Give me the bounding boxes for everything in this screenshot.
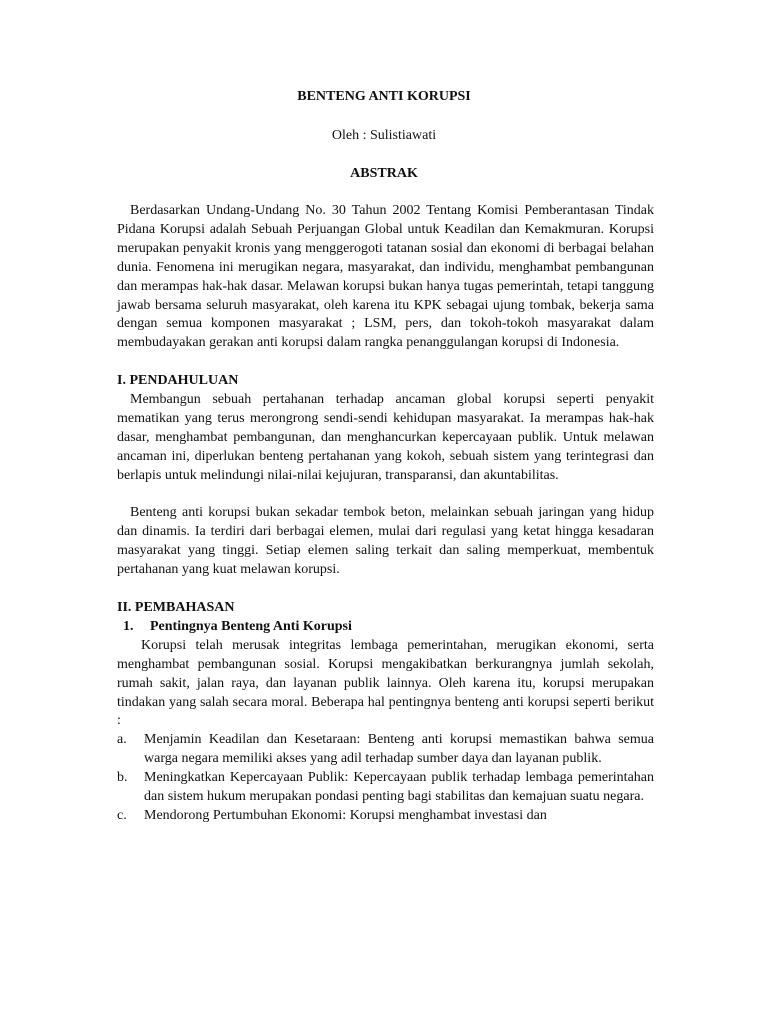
abstract-title: ABSTRAK — [350, 166, 418, 181]
section-heading-pembahasan: II. PEMBAHASAN — [117, 599, 235, 615]
document-body — [117, 202, 654, 826]
subsection-title: Pentingnya Benteng Anti Korupsi — [150, 618, 352, 634]
spacer — [117, 486, 654, 505]
author-line: Oleh : Sulistiawati — [331, 128, 437, 143]
subsection-heading — [117, 618, 654, 637]
list-item — [117, 769, 654, 807]
list-item — [117, 731, 654, 769]
abstract-paragraph: Berdasarkan Undang-Undang No. 30 Tahun 2002 Tentang Komisi Pemberantasan Tindak Pidana Korupsi adalah Sebuah Perjuangan Global untuk Keadilan dan Kemakmuran. Korupsi merupakan penyakit kronis yang menggerogoti tatanan sosial dan ekonomi di berbagai belahan dunia. Fenomena ini merugikan negara, masyarakat, dan individu, menghambat pembangunan dan merampas hak-hak dasar. Melawan korupsi bukan hanya tugas pemerintah, tetapi tanggung jawab bersama seluruh masyarakat, oleh karena itu KPK sebagai ujung tombak, bekerja sama dengan semua komponen masyarakat ; LSM, pers, dan tokoh-tokoh masyarakat dalam membudayakan gerakan anti korupsi dalam rangka penanggulangan korupsi di Indonesia. — [117, 203, 654, 351]
section-heading-pendahuluan: I. PENDAHULUAN — [117, 373, 239, 389]
list-item — [117, 807, 654, 826]
document-title: BENTENG ANTI KORUPSI — [297, 89, 471, 104]
list-item-text: Meningkatkan Kepercayaan Publik: Kepercayaan publik terhadap lembaga pemerintahan dan sistem hukum merupakan pondasi penting bagi stabilitas dan kemajuan suatu negara. — [144, 770, 654, 805]
pendahuluan-paragraph-2: Benteng anti korupsi bukan sekadar tembok beton, melainkan sebuah jaringan yang hidup dan dinamis. Ia terdiri dari berbagai elemen, mulai dari regulasi yang ketat hingga kesadaran masyarakat yang tinggi. Setiap elemen saling terkait dan saling memperkuat, membentuk pertahanan yang kuat melawan korupsi. — [117, 505, 654, 578]
spacer — [117, 580, 654, 599]
pendahuluan-paragraph-1: Membangun sebuah pertahanan terhadap ancaman global korupsi seperti penyakit mematikan yang terus merongrong sendi-sendi kehidupan masyarakat. Ia merampas hak-hak dasar, menghambat pembangunan, dan menghancurkan kepercayaan publik. Untuk melawan ancaman ini, diperlukan benteng pertahanan yang kokoh, sebuah sistem yang terintegrasi dan berlapis untuk melindungi nilai-nilai kejujuran, transparansi, dan akuntabilitas. — [117, 392, 654, 483]
list-item-text: Mendorong Pertumbuhan Ekonomi: Korupsi menghambat investasi dan — [144, 807, 547, 823]
list-marker: b. — [117, 770, 128, 786]
importance-list — [117, 731, 654, 826]
list-item-text: Menjamin Keadilan dan Kesetaraan: Benteng anti korupsi memastikan bahwa semua warga negara memiliki akses yang adil terhadap sumber daya dan layanan publik. — [144, 732, 654, 767]
spacer — [117, 353, 654, 372]
subsection-number: 1. — [123, 618, 134, 634]
subsection-paragraph: Korupsi telah merusak integritas lembaga pemerintahan, merugikan ekonomi, serta menghambat pembangunan sosial. Korupsi mengakibatkan berkurangnya jumlah sekolah, rumah sakit, jalan raya, dan layanan publik lainnya. Oleh karena itu, korupsi merupakan tindakan yang salah secara moral. Beberapa hal pentingnya benteng anti korupsi seperti berikut : — [117, 637, 654, 729]
list-marker: a. — [117, 732, 127, 748]
list-marker: c. — [117, 807, 127, 823]
